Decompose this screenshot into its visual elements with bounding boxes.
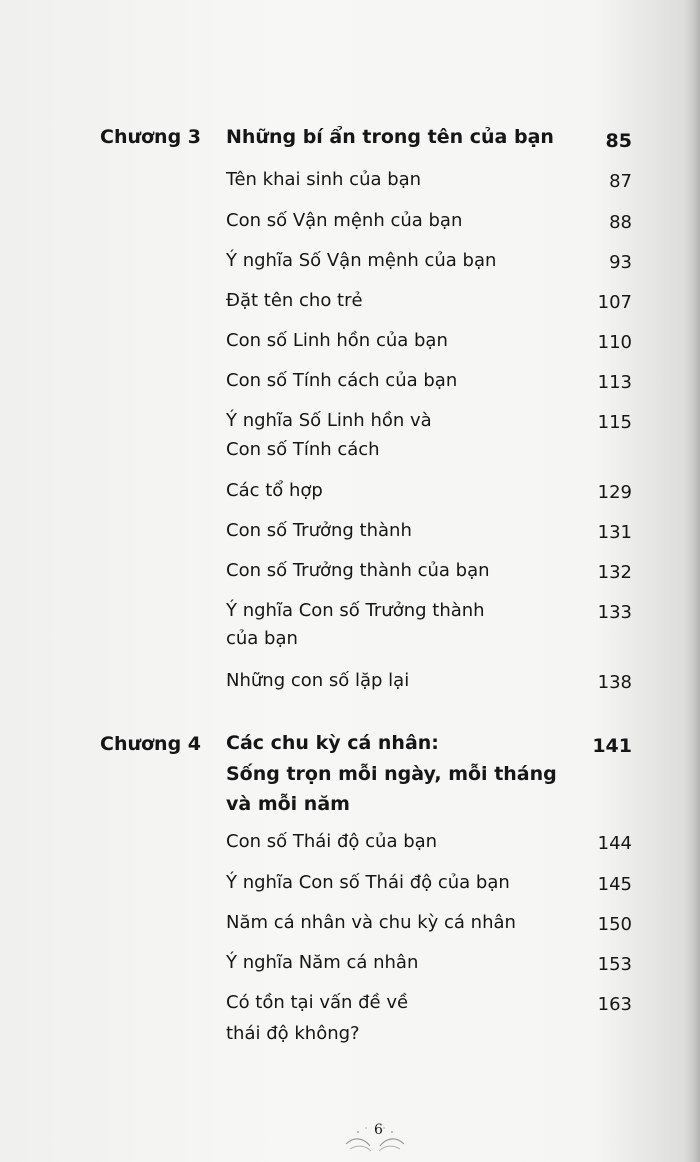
toc-entry: Con số Linh hồn của bạn: [226, 330, 448, 351]
toc-entry: Con số Vận mệnh của bạn: [226, 210, 463, 231]
toc-entry: Ý nghĩa Số Vận mệnh của bạn: [226, 250, 497, 271]
toc-entry-page: 133: [597, 602, 632, 623]
toc-entry-page: 115: [597, 412, 632, 433]
toc-entry-continued: thái độ không?: [226, 1023, 360, 1044]
toc-entry: Ý nghĩa Con số Thái độ của bạn: [226, 872, 510, 893]
page-edge-shadow: [684, 0, 700, 1162]
chapter-3-label: Chương 3: [100, 126, 202, 148]
toc-entry-page: 131: [597, 522, 632, 543]
toc-entry: Ý nghĩa Con số Trưởng thành: [226, 600, 485, 621]
toc-entry: Các tổ hợp: [226, 480, 323, 501]
toc-entry-page: 107: [597, 292, 632, 313]
toc-entry: Ý nghĩa Số Linh hồn và: [226, 410, 432, 431]
toc-entry-continued: Con số Tính cách: [226, 439, 380, 460]
chapter-4-title-line-1: Các chu kỳ cá nhân:: [226, 732, 439, 754]
toc-entry-page: 132: [597, 562, 632, 583]
toc-entry: Có tồn tại vấn đề về: [226, 992, 409, 1013]
toc-entry-page: 129: [597, 482, 632, 503]
toc-entry-page: 93: [609, 252, 632, 273]
toc-entry-page: 138: [597, 672, 632, 693]
toc-entry-page: 163: [597, 994, 632, 1015]
page-number: 6: [374, 1122, 383, 1138]
toc-entry-page: 145: [597, 874, 632, 895]
toc-entry: Đặt tên cho trẻ: [226, 290, 363, 311]
toc-entry: Những con số lặp lại: [226, 670, 410, 691]
toc-entry: Con số Thái độ của bạn: [226, 831, 438, 852]
toc-entry-page: 113: [597, 372, 632, 393]
toc-entry: Con số Trưởng thành của bạn: [226, 560, 490, 581]
chapter-3-page: 85: [605, 130, 632, 152]
toc-entry-page: 110: [597, 332, 632, 353]
toc-entry: Năm cá nhân và chu kỳ cá nhân: [226, 912, 516, 933]
chapter-4-label: Chương 4: [100, 733, 202, 755]
toc-entry: Tên khai sinh của bạn: [226, 169, 422, 190]
toc-entry-page: 153: [597, 954, 632, 975]
toc-entry: Ý nghĩa Năm cá nhân: [226, 952, 419, 973]
chapter-4-page: 141: [592, 735, 632, 757]
toc-entry-page: 87: [609, 171, 632, 192]
chapter-3-title: Những bí ẩn trong tên của bạn: [226, 126, 554, 148]
toc-entry: Con số Trưởng thành: [226, 520, 412, 541]
toc-entry-continued: của bạn: [226, 628, 298, 649]
toc-entry: Con số Tính cách của bạn: [226, 370, 458, 391]
toc-entry-page: 88: [609, 212, 632, 233]
chapter-4-title-line-2: Sống trọn mỗi ngày, mỗi tháng: [226, 763, 557, 785]
toc-entry-page: 144: [597, 833, 632, 854]
toc-entry-page: 150: [597, 914, 632, 935]
chapter-4-title-line-3: và mỗi năm: [226, 793, 350, 815]
